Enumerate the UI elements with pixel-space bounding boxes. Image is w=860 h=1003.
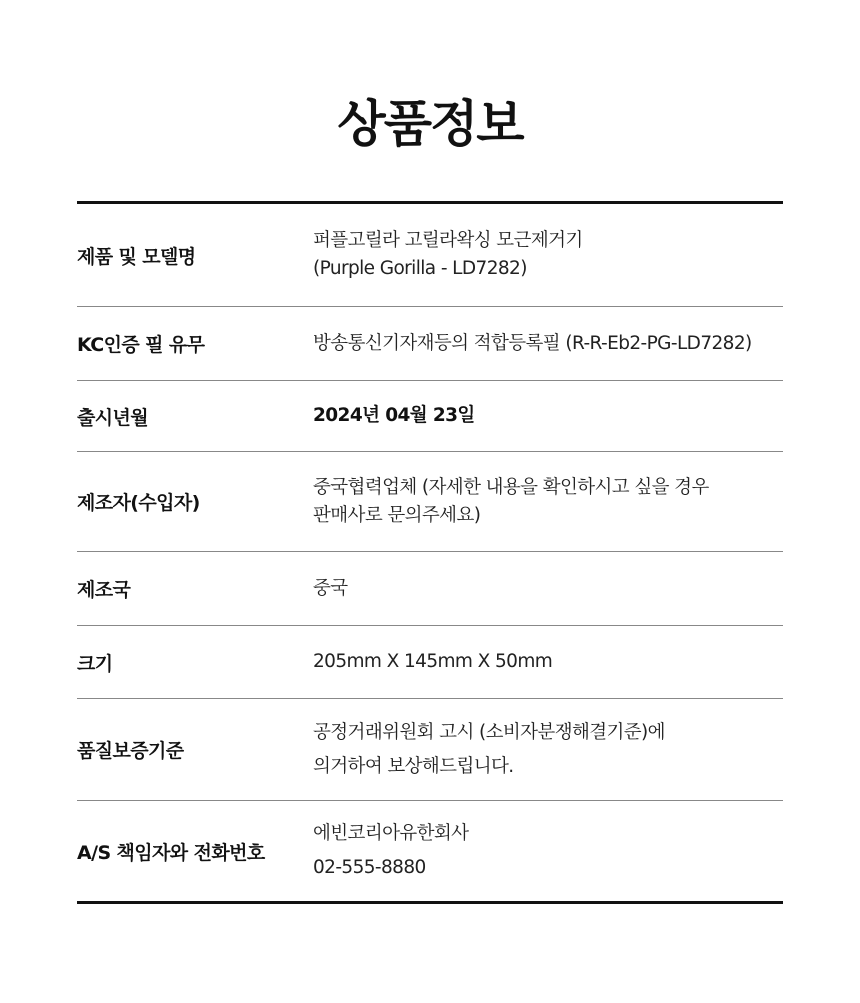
table-row-manufacturer bbox=[77, 452, 783, 552]
row-value bbox=[313, 817, 783, 885]
value-line: 2024년 04월 23일 bbox=[313, 405, 475, 426]
row-value bbox=[313, 648, 783, 676]
row-label: 크기 bbox=[77, 652, 113, 675]
table-row-size bbox=[77, 626, 783, 699]
row-value bbox=[313, 330, 783, 358]
table-row-quality-warranty bbox=[77, 699, 783, 801]
table-row-release-date bbox=[77, 381, 783, 452]
row-value bbox=[313, 402, 783, 430]
product-info-table bbox=[77, 201, 783, 904]
page-title: 상품정보 bbox=[337, 95, 523, 153]
row-value bbox=[313, 227, 783, 283]
row-label: 제조국 bbox=[77, 579, 131, 601]
table-row-kc-cert bbox=[77, 307, 783, 381]
table-row-as-contact bbox=[77, 801, 783, 901]
row-value bbox=[313, 474, 783, 530]
row-label: 제품 및 모델명 bbox=[77, 245, 196, 268]
value-line: 의거하여 보상해드립니다. bbox=[313, 755, 514, 777]
value-line: (Purple Gorilla - LD7282) bbox=[313, 258, 527, 279]
value-line: 205mm X 145mm X 50mm bbox=[313, 651, 553, 672]
value-line: 판매사로 문의주세요) bbox=[313, 504, 481, 526]
row-label: 출시년월 bbox=[77, 406, 149, 429]
value-line: 퍼플고릴라 고릴라왁싱 모근제거기 bbox=[313, 230, 583, 251]
table-row-country bbox=[77, 552, 783, 626]
value-line: 02-555-8880 bbox=[313, 857, 426, 878]
value-line: 공정거래위원회 고시 (소비자분쟁해결기준)에 bbox=[313, 721, 665, 743]
value-line: 에빈코리아유한회사 bbox=[313, 823, 469, 844]
row-label: KC인증 필 유무 bbox=[77, 334, 205, 356]
row-label: A/S 책임자와 전화번호 bbox=[77, 841, 265, 864]
value-line: 방송통신기자재등의 적합등록필 (R-R-Eb2-PG-LD7282) bbox=[313, 332, 752, 354]
row-value bbox=[313, 716, 783, 784]
table-row-product-model bbox=[77, 204, 783, 307]
row-label: 제조자(수입자) bbox=[77, 492, 200, 514]
value-line: 중국 bbox=[313, 577, 348, 599]
row-value bbox=[313, 575, 783, 603]
row-label: 품질보증기준 bbox=[77, 740, 184, 762]
value-line: 중국협력업체 (자세한 내용을 확인하시고 싶을 경우 bbox=[313, 476, 709, 498]
